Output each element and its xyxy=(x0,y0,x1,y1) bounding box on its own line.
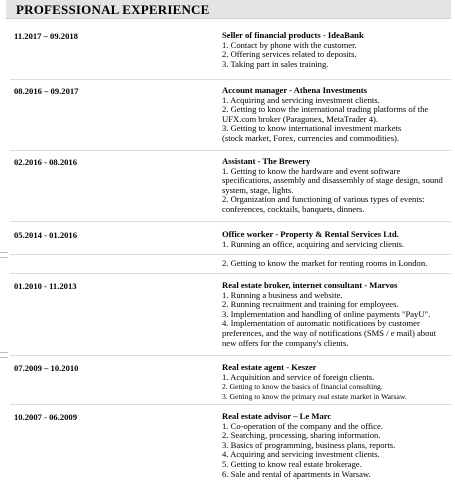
entry-divider xyxy=(10,221,451,222)
entry-duty: 3. Getting to know international investment markets xyxy=(222,123,402,134)
entry-duty: conferences, cocktails, banquets, dinners. xyxy=(222,203,365,214)
entry-duty: 3. Basics of programming, business plans, reports. xyxy=(222,439,396,450)
entry-duty: 1. Contact by phone with the customer. xyxy=(222,39,357,50)
entry-divider xyxy=(10,150,451,151)
entry-duty: 1. Acquisition and service of foreign clients. xyxy=(222,371,375,382)
entry-duty: 6. Sale and rental of apartments in Warsaw. xyxy=(222,468,371,479)
entry-title: Real estate advisor – Le Marc xyxy=(222,411,332,421)
entry-duty: 3. Implementation and handling of online payments "PayU". xyxy=(222,308,431,319)
entry-duty: 1. Running an office, acquiring and servicing clients. xyxy=(222,238,405,249)
entry-details xyxy=(222,31,452,69)
page-break-marker xyxy=(0,352,8,358)
entry-date: 07.2009 – 10.2010 xyxy=(14,363,79,373)
entry-duty: 3. Getting to know the primary real estate market in Warsaw. xyxy=(222,391,407,401)
entry-duty: 4. Acquiring and servicing investment clients. xyxy=(222,449,380,460)
entry-duty: preferences, and the way of notifications (SMS / e mail) about xyxy=(222,327,437,338)
entry-title: Assistant - The Brewery xyxy=(222,156,311,166)
entry-duty: 3. Taking part in sales training. xyxy=(222,58,329,69)
entry-details xyxy=(222,259,452,269)
entry-duty: 2. Getting to know the international trading platforms of the xyxy=(222,104,429,115)
entry-divider xyxy=(10,355,451,356)
entry-details xyxy=(222,281,452,348)
entry-title: Account manager - Athena Investments xyxy=(222,85,367,95)
section-title: PROFESSIONAL EXPERIENCE xyxy=(16,2,210,17)
entry-date: 11.2017 – 09.2018 xyxy=(14,31,78,41)
entry-divider xyxy=(10,79,451,80)
entry-date: 01.2010 - 11.2013 xyxy=(14,281,77,291)
entry-duty: new offers for the company's clients. xyxy=(222,337,349,348)
entry-title: Seller of financial products - IdeaBank xyxy=(222,30,364,40)
entry-details xyxy=(222,363,452,401)
entry-duty: 2. Getting to know the market for renting rooms in London. xyxy=(222,258,428,268)
entry-duty: 2. Offering services related to deposits. xyxy=(222,49,357,60)
entry-details xyxy=(222,230,452,249)
entry-duty: 5. Getting to know real estate brokerage. xyxy=(222,458,362,469)
entry-divider xyxy=(10,404,451,405)
entry-duty: 1. Getting to know the hardware and event software xyxy=(222,165,401,176)
entry-duty: 1. Acquiring and servicing investment clients. xyxy=(222,94,380,105)
entry-details xyxy=(222,86,452,144)
entry-duty: 1. Running a business and website. xyxy=(222,289,343,300)
entry-details xyxy=(222,157,452,215)
entry-duty: 1. Co-operation of the company and the office. xyxy=(222,420,383,431)
entry-details xyxy=(222,412,452,479)
entry-duty: 2. Organization and functioning of various types of events: xyxy=(222,194,425,205)
entry-duty: 2. Getting to know the basics of financial consulting. xyxy=(222,382,383,392)
entry-duty: 2. Searching, processing, sharing information. xyxy=(222,430,381,441)
entry-duty: (stock market, Forex, currencies and commodities). xyxy=(222,132,400,143)
entry-divider xyxy=(10,273,451,274)
section-header xyxy=(6,0,451,19)
entry-duty: 4. Implementation of automatic notifications by customer xyxy=(222,318,420,329)
entry-duty: system, stage, lights. xyxy=(222,184,294,195)
entry-duty: 2. Running recruitment and training for employees. xyxy=(222,299,399,310)
page-break-divider xyxy=(10,254,451,255)
entry-date: 05.2014 - 01.2016 xyxy=(14,230,78,240)
entry-title: Real estate broker, internet consultant - Marvos xyxy=(222,280,398,290)
entry-title: Real estate agent - Keszer xyxy=(222,362,317,372)
entry-date: 02.2016 - 08.2016 xyxy=(14,157,78,167)
entry-duty: specifications, assembly and disassembly of stage design, sound xyxy=(222,175,443,186)
page-break-marker xyxy=(0,252,8,258)
entry-duty: UFX.com broker (Paragonex, MetaTrader 4). xyxy=(222,113,379,124)
entry-date: 10.2007 - 06.2009 xyxy=(14,412,78,422)
entry-title: Office worker - Property & Rental Services Ltd. xyxy=(222,229,399,239)
entry-date: 08.2016 – 09.2017 xyxy=(14,86,79,96)
